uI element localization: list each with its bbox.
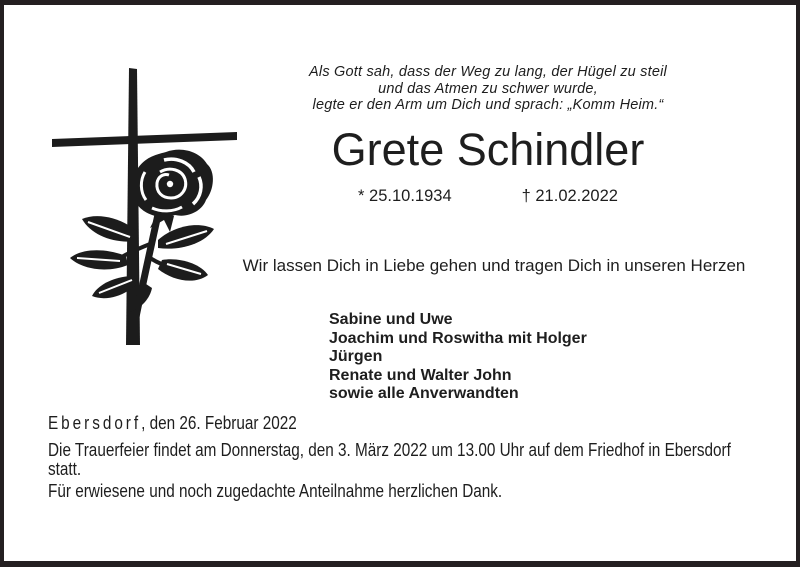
epigraph — [232, 64, 744, 114]
mourner-row: sowie alle Anverwandten — [329, 385, 519, 403]
mourner-row: Sabine und Uwe — [329, 311, 453, 328]
funeral-info: Die Trauerfeier findet am Donnerstag, den 3. März 2022 um 13.00 Uhr auf dem Friedhof in Ebersdorf statt. — [48, 440, 731, 479]
birth-date: * 25.10.1934 — [358, 187, 452, 205]
farewell-line: Wir lassen Dich in Liebe gehen und tragen Dich in unseren Herzen — [242, 256, 746, 275]
dateline — [48, 414, 752, 433]
death-date: † 21.02.2022 — [521, 187, 618, 205]
mourner-row: Jürgen — [329, 348, 383, 366]
mourners-list — [329, 311, 587, 404]
epigraph-line: legte er den Arm um Dich und sprach: „Komm Heim.“ — [312, 97, 664, 113]
life-dates — [232, 187, 744, 206]
cross-and-rose-icon — [46, 62, 246, 352]
thanks-line: Für erwiesene und noch zugedachte Anteilnahme herzlichen Dank. — [48, 481, 503, 501]
deceased-name: Grete Schindler — [331, 124, 645, 175]
dateline-rest: , den 26. Februar 2022 — [141, 413, 297, 433]
mourner-row: Joachim und Roswitha mit Holger — [329, 329, 587, 347]
epigraph-line: und das Atmen zu schwer wurde, — [378, 80, 598, 97]
mourner-row: Renate und Walter John — [329, 366, 512, 384]
epigraph-line: Als Gott sah, dass der Weg zu lang, der Hügel zu steil — [309, 64, 667, 80]
dateline-city: Ebersdorf — [48, 413, 142, 433]
